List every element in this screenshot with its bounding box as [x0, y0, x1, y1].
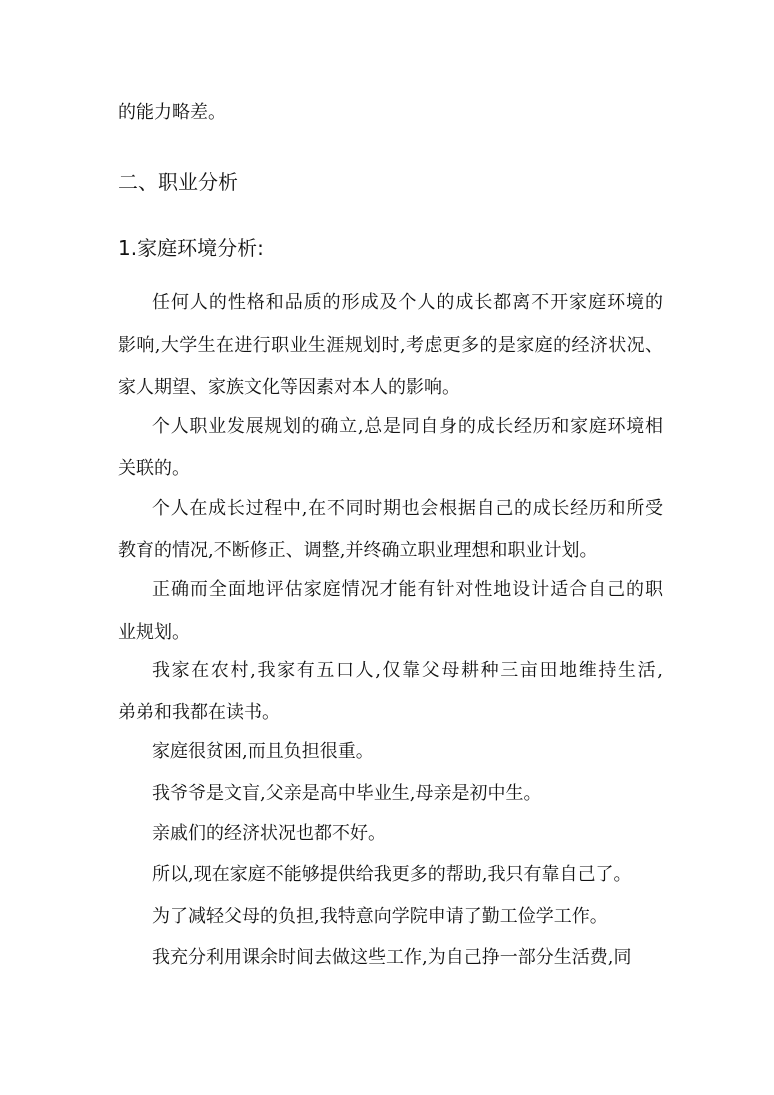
paragraph-5-line-2: 弟弟和我都在读书。 [118, 702, 280, 723]
section-heading: 二、职业分析 [118, 170, 238, 194]
paragraph-2-line-2: 关联的。 [118, 458, 190, 479]
paragraph-1-line-1: 任何人的性格和品质的形成及个人的成长都离不开家庭环境的 [152, 292, 663, 313]
paragraph-1-line-2: 影响,大学生在进行职业生涯规划时,考虑更多的是家庭的经济状况、 [118, 335, 663, 356]
paragraph-7: 我爷爷是文盲,父亲是高中毕业生,母亲是初中生。 [152, 783, 542, 804]
paragraph-2-line-1: 个人职业发展规划的确立,总是同自身的成长经历和家庭环境相 [152, 416, 663, 437]
paragraph-1-line-3: 家人期望、家族文化等因素对本人的影响。 [118, 377, 460, 398]
paragraph-11: 我充分利用课余时间去做这些工作,为自己挣一部分生活费,同 [152, 947, 632, 968]
paragraph-10: 为了减轻父母的负担,我特意向学院申请了勤工俭学工作。 [152, 906, 608, 927]
paragraph-5-line-1: 我家在农村,我家有五口人,仅靠父母耕种三亩田地维持生活, [152, 660, 663, 681]
paragraph-3-line-2: 教育的情况,不断修正、调整,并终确立职业理想和职业计划。 [118, 540, 598, 561]
paragraph-8: 亲戚们的经济状况也都不好。 [152, 823, 386, 844]
paragraph-9: 所以,现在家庭不能够提供给我更多的帮助,我只有靠自己了。 [152, 864, 632, 885]
continuation-text: 的能力略差。 [118, 102, 226, 123]
paragraph-3-line-1: 个人在成长过程中,在不同时期也会根据自己的成长经历和所受 [152, 498, 663, 519]
subsection-heading: 1.家庭环境分析: [118, 236, 264, 260]
paragraph-4-line-2: 业规划。 [118, 622, 190, 643]
paragraph-6: 家庭很贫困,而且负担很重。 [152, 741, 374, 762]
paragraph-4-line-1: 正确而全面地评估家庭情况才能有针对性地设计适合自己的职 [152, 579, 663, 600]
